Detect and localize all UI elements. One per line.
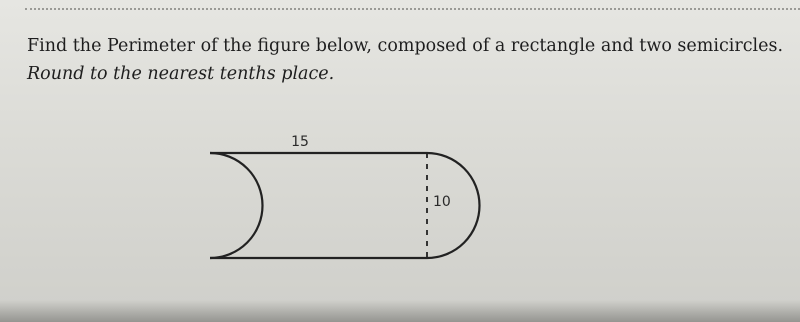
bottom-shadow: [0, 300, 800, 322]
height-label: 10: [433, 194, 451, 210]
question-line-2: Round to the nearest tenths place.: [27, 64, 335, 84]
left-semicircle: [210, 153, 263, 258]
top-length-label: 15: [291, 134, 309, 150]
question-line-1: Find the Perimeter of the figure below, composed of a rectangle and two semicircles.: [27, 36, 784, 56]
